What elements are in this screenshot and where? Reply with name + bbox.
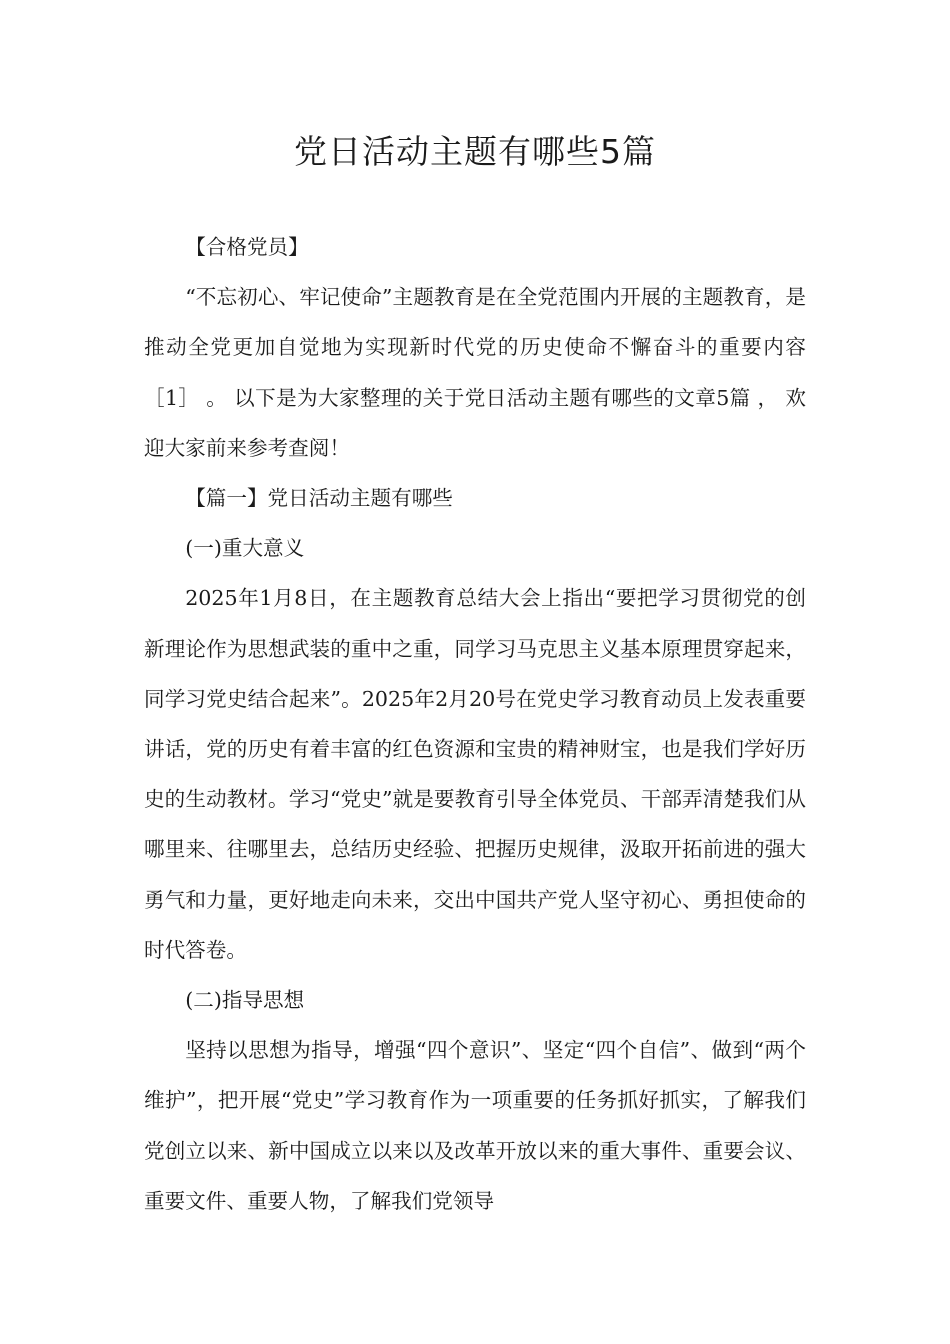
intro-paragraph: “不忘初心、牢记使命”主题教育是在全党范围内开展的主题教育，是推动全党更加自觉地为实现新时代党的历史使命不懈奋斗的重要内容 ［1］ 。 以下是为大家整理的关于党日活动主题有哪些的文章5篇 ， 欢迎大家前来参考查阅！ [144,285,806,460]
subsection-heading: (一)重大意义 [185,536,305,561]
document-title: 党日活动主题有哪些5篇 [294,132,656,171]
body-paragraph: 2025年1月8日，在主题教育总结大会上指出“要把学习贯彻党的创新理论作为思想武装的重中之重，同学习马克思主义基本原理贯穿起来，同学习党史结合起来”。2025年2月20号在党史学习教育动员上发表重要讲话，党的历史有着丰富的红色资源和宝贵的精神财宝，也是我们学好历史的生动教材。学习“党史”就是要教育引导全体党员、干部弄清楚我们从哪里来、往哪里去，总结历史经验、把握历史规律，汲取开拓前进的强大勇气和力量，更好地走向未来，交出中国共产党人坚守初心、勇担使命的时代答卷。 [144,586,806,962]
subsection-heading: (二)指导思想 [185,988,305,1013]
section-heading: 【篇一】党日活动主题有哪些 [185,486,453,511]
document-body [144,222,806,1226]
body-paragraph: 坚持以思想为指导，增强“四个意识”、坚定“四个自信”、做到“两个维护”，把开展“党史”学习教育作为一项重要的任务抓好抓实，了解我们党创立以来、新中国成立以来以及改革开放以来的重大事件、重要会议、重要文件、重要人物，了解我们党领导 [144,1038,806,1213]
section-heading: 【合格党员】 [185,235,309,259]
